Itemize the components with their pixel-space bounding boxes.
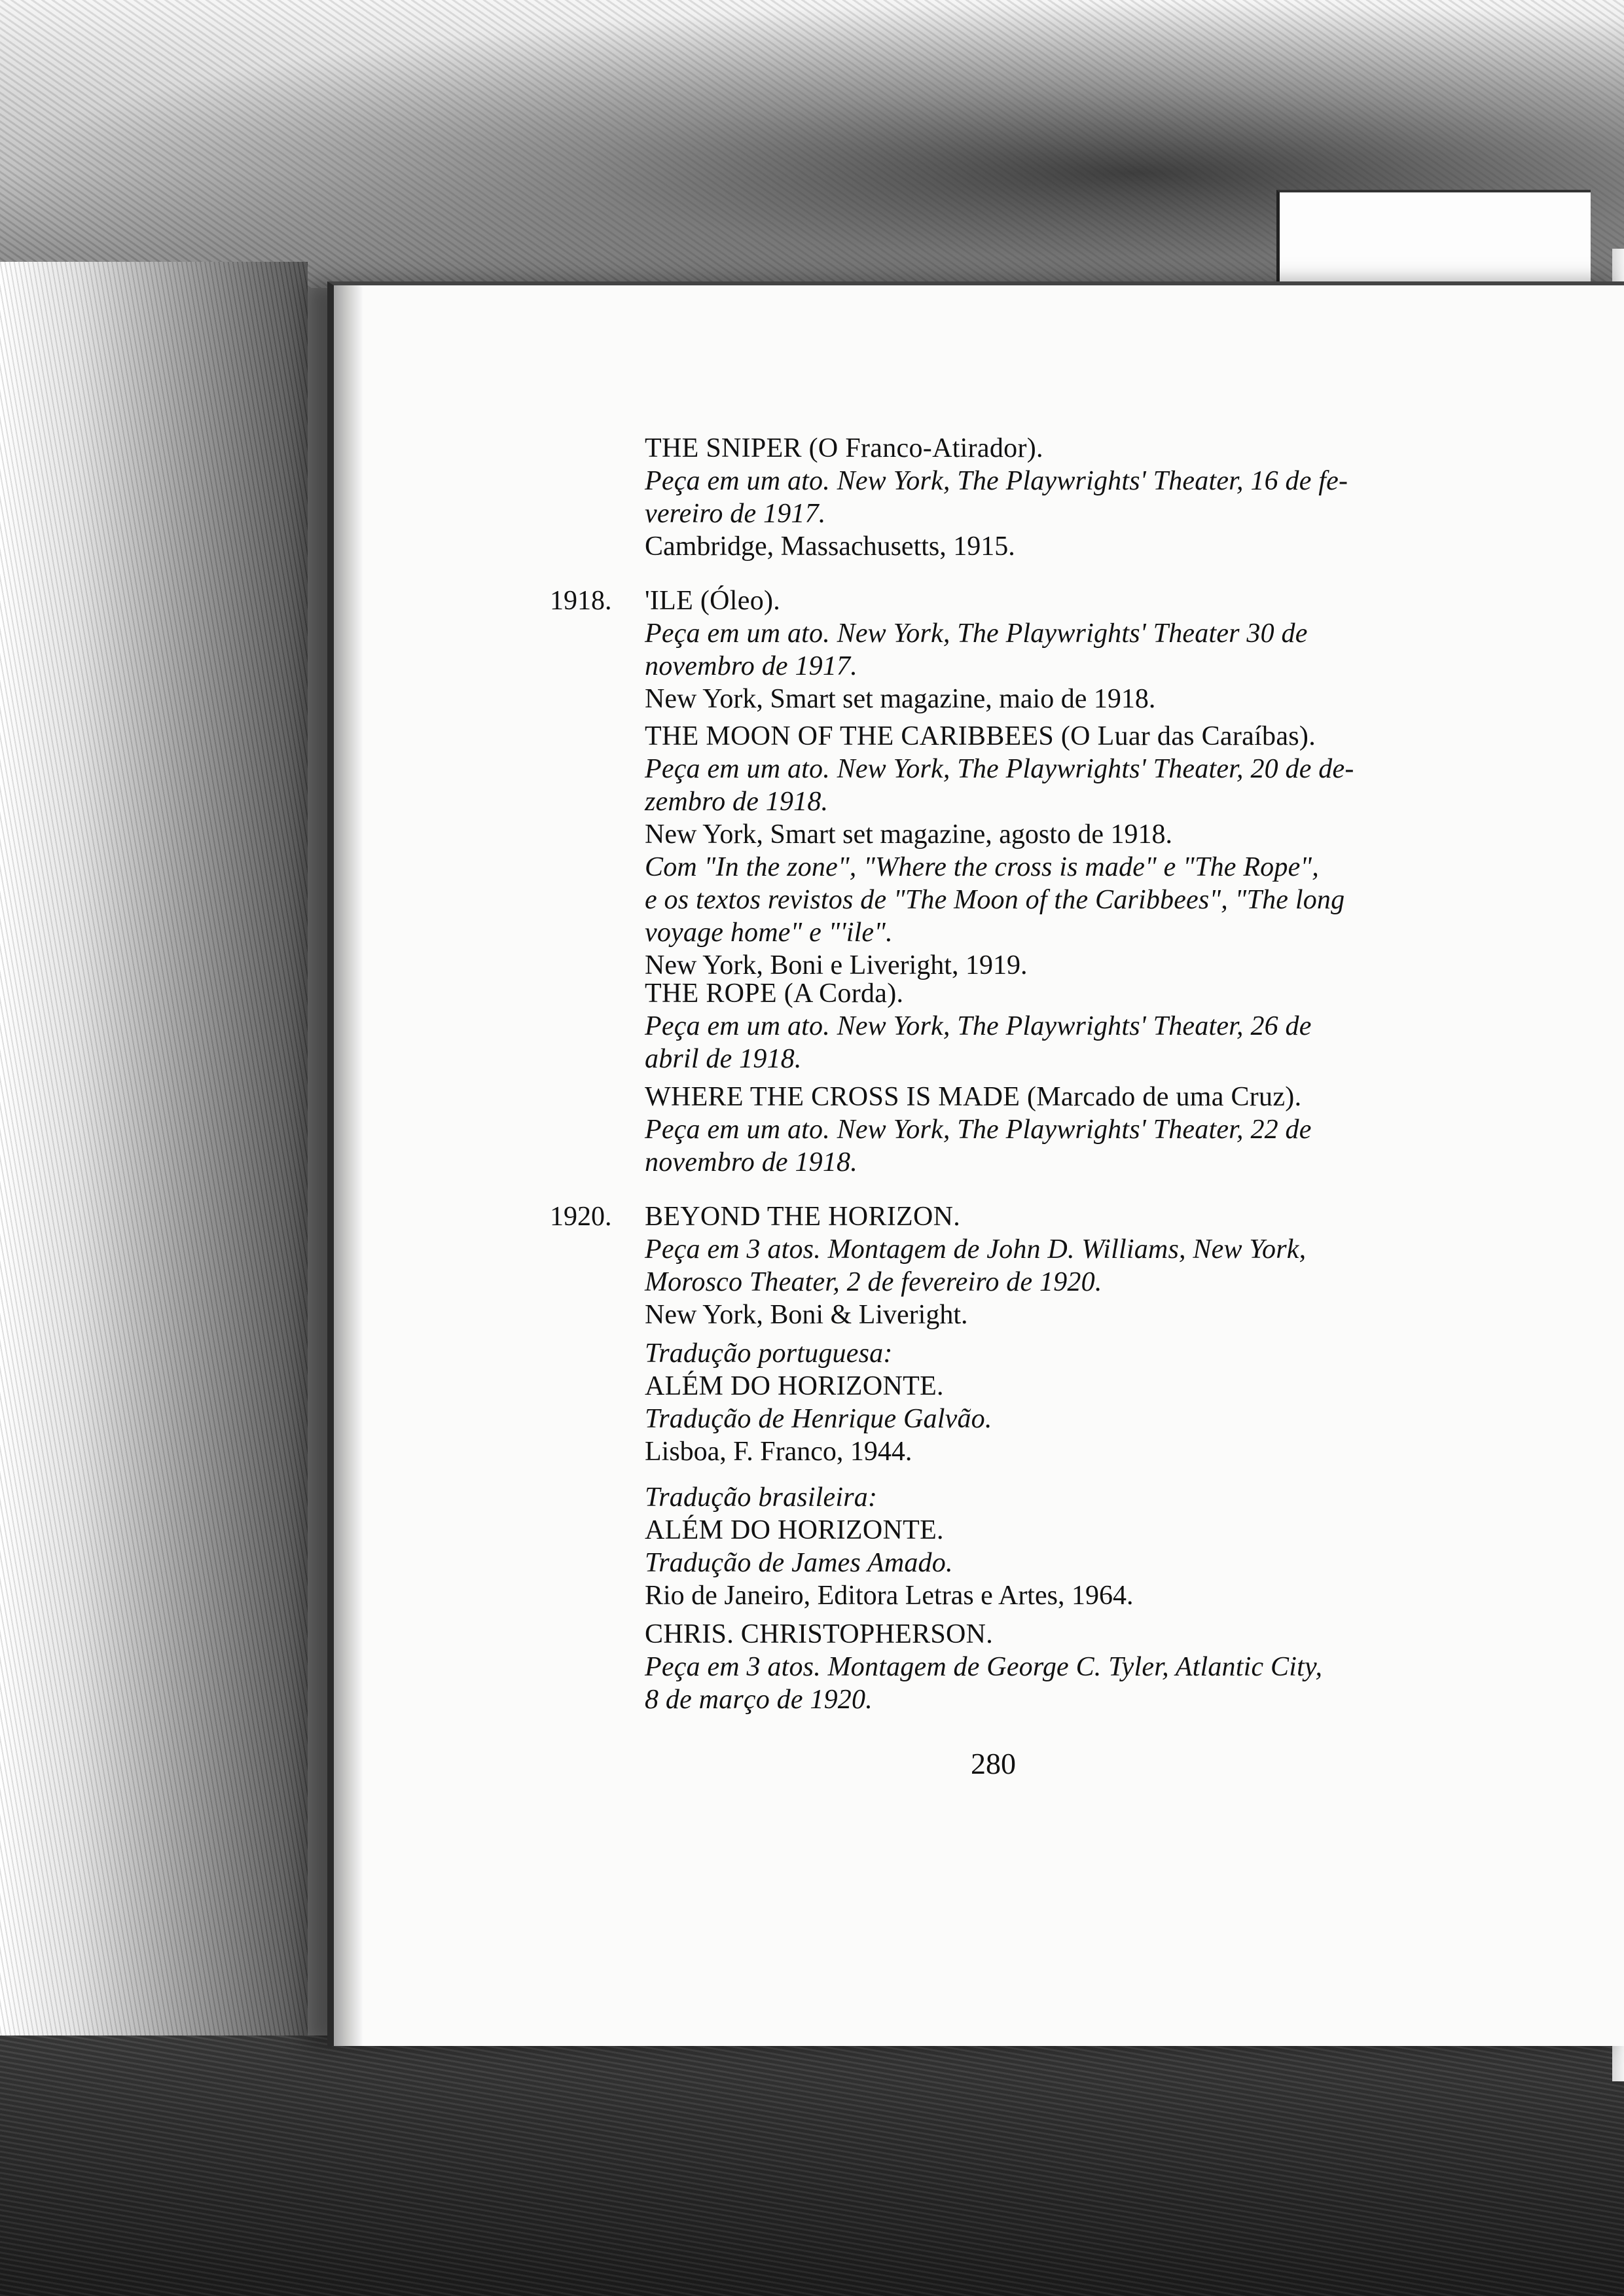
entry-publication: New York, Smart set magazine, agosto de 1918. — [645, 819, 1173, 850]
entry-publication: Cambridge, Massachusetts, 1915. — [645, 531, 1015, 562]
entry-year: 1918. — [550, 586, 612, 616]
bibliography-entry — [645, 1337, 1483, 1468]
entry-publication: New York, Boni & Liveright. — [645, 1300, 968, 1330]
entry-note: 8 de março de 1920. — [645, 1685, 873, 1715]
page-number: 280 — [971, 1747, 1016, 1780]
entry-note: vereiro de 1917. — [645, 499, 826, 529]
entry-note: Peça em um ato. New York, The Playwrights' Theater, 20 de de- — [645, 754, 1354, 784]
entry-title: WHERE THE CROSS IS MADE (Marcado de uma Cruz). — [645, 1082, 1302, 1112]
entry-title: 'ILE (Óleo). — [645, 586, 781, 616]
entry-title: THE ROPE (A Corda). — [645, 978, 904, 1009]
entry-note: Peça em 3 atos. Montagem de George C. Tyler, Atlantic City, — [645, 1652, 1323, 1682]
bibliography-entry — [645, 1200, 1483, 1331]
entry-title: CHRIS. CHRISTOPHERSON. — [645, 1619, 994, 1649]
entry-note: Peça em 3 atos. Montagem de John D. Williams, New York, — [645, 1234, 1307, 1265]
bibliography-entry — [645, 720, 1483, 982]
bibliography-entry — [645, 1481, 1483, 1612]
entry-title: THE SNIPER (O Franco-Atirador). — [645, 433, 1043, 463]
entry-publication: Lisboa, F. Franco, 1944. — [645, 1437, 912, 1467]
entry-title: ALÉM DO HORIZONTE. — [645, 1515, 944, 1545]
entry-note: Tradução portuguesa: — [645, 1338, 893, 1369]
bibliography-entry — [645, 432, 1483, 563]
entry-title: BEYOND THE HORIZON. — [645, 1202, 961, 1232]
entry-note: abril de 1918. — [645, 1044, 802, 1074]
entry-title: ALÉM DO HORIZONTE. — [645, 1371, 944, 1401]
entry-title: THE MOON OF THE CARIBBEES (O Luar das Caraíbas). — [645, 721, 1316, 751]
entry-note: Tradução de Henrique Galvão. — [645, 1404, 992, 1434]
entry-note: Tradução de James Amado. — [645, 1548, 953, 1578]
entry-publication: New York, Boni e Liveright, 1919. — [645, 950, 1028, 980]
entry-note: Peça em um ato. New York, The Playwrights' Theater, 16 de fe- — [645, 466, 1348, 496]
entry-publication: Rio de Janeiro, Editora Letras e Artes, 1964. — [645, 1581, 1134, 1611]
bibliography-entry — [645, 584, 1483, 715]
entry-note: e os textos revistos de "The Moon of the Caribbees", "The long — [645, 885, 1345, 915]
entry-note: novembro de 1918. — [645, 1147, 857, 1177]
entry-note: zembro de 1918. — [645, 787, 829, 817]
entry-note: Tradução brasileira: — [645, 1482, 878, 1513]
entry-note: Com "In the zone", "Where the cross is made" e "The Rope", — [645, 852, 1319, 882]
entry-note: novembro de 1917. — [645, 651, 857, 681]
entry-note: Morosco Theater, 2 de fevereiro de 1920. — [645, 1267, 1102, 1297]
entry-publication: New York, Smart set magazine, maio de 1918. — [645, 684, 1156, 714]
entry-note: Peça em um ato. New York, The Playwrights' Theater, 22 de — [645, 1115, 1312, 1145]
bibliography-entry — [645, 1618, 1483, 1716]
bibliography-entry — [645, 977, 1483, 1075]
entry-year: 1920. — [550, 1202, 612, 1232]
bibliography-entry — [645, 1081, 1483, 1179]
entry-note: Peça em um ato. New York, The Playwrights' Theater 30 de — [645, 619, 1308, 649]
entry-note: voyage home" e "'ile". — [645, 918, 893, 948]
entry-note: Peça em um ato. New York, The Playwrights' Theater, 26 de — [645, 1011, 1312, 1041]
